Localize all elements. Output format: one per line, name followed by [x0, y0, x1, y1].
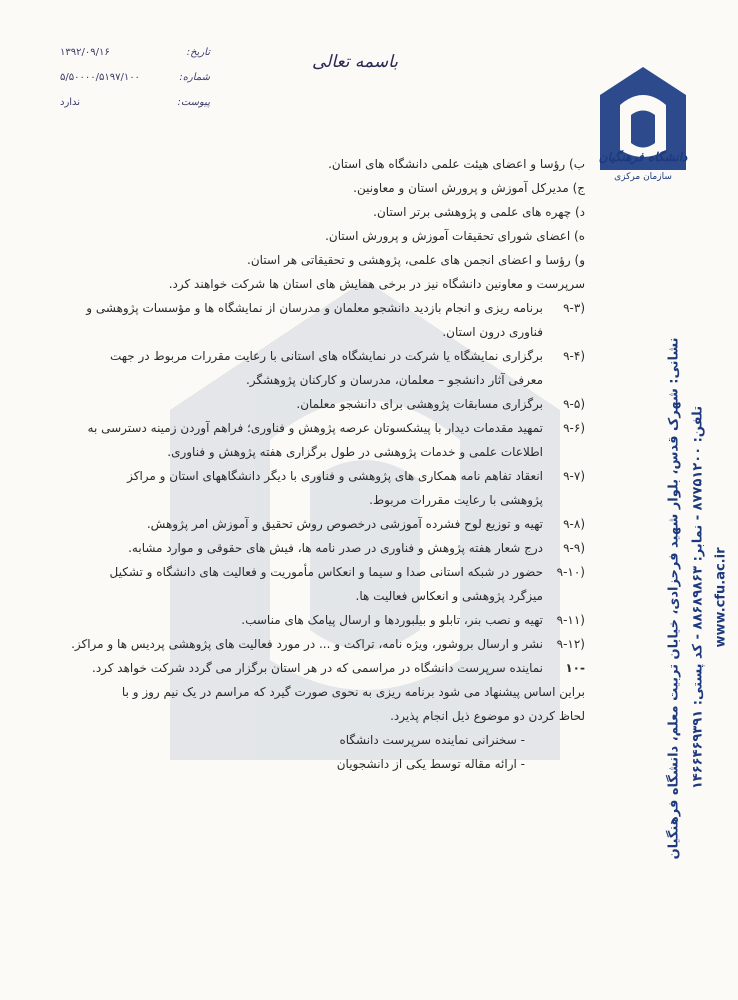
item-line: معرفی آثار دانشجو – معلمان، مدرسان و کارکنان پژوهشگر. — [245, 373, 543, 387]
body-line: سرپرست و معاونین دانشگاه نیز در برخی همایش های استان ها شرکت خواهند کرد. — [168, 277, 585, 291]
address-strip — [663, 338, 738, 858]
date-row — [60, 40, 210, 65]
list-item — [71, 632, 585, 656]
item-number: ۹-۱۱) — [556, 613, 585, 627]
date-value: ۱۳۹۲/۰۹/۱۶ — [60, 47, 110, 58]
number-row — [60, 65, 210, 90]
item-line: پژوهشی با رعایت مقررات مربوط. — [369, 493, 543, 507]
item-line: انعقاد تفاهم نامه همکاری های پژوهشی و فناوری با دیگر دانشگاههای استان و مراکز — [127, 469, 543, 483]
list-item — [88, 512, 585, 536]
item-line: درج شعار هفته پژوهش و فناوری در صدر نامه ها، فیش های حقوقی و موارد مشابه. — [128, 541, 543, 555]
list-item — [88, 296, 585, 344]
letter-body — [71, 152, 585, 776]
body-line: لحاظ کردن دو موضوع ذیل انجام پذیرد. — [390, 709, 585, 723]
list-item — [88, 344, 585, 392]
body-line: و) رؤسا و اعضای انجمن های علمی، پژوهشی و تحقیقاتی هر استان. — [247, 253, 585, 267]
list-item — [88, 392, 585, 416]
item-line: برنامه ریزی و انجام بازدید دانشجو معلمان و مدرسان از نمایشگاه ها و مؤسسات پژوهشی و — [86, 301, 543, 315]
item-number: ۹-۱۲) — [556, 637, 585, 651]
list-item — [88, 464, 585, 512]
body-line: براین اساس پیشنهاد می شود برنامه ریزی به نحوی صورت گیرد که مراسم در یک نیم روز و با — [121, 685, 585, 699]
item-line: حضور در شبکه استانی صدا و سیما و انعکاس مأموریت و فعالیت های دانشگاه و تشکیل — [109, 565, 543, 579]
attachment-label: پیوست: — [177, 97, 210, 108]
body-line: ب) رؤسا و اعضای هیئت علمی دانشگاه های استان. — [328, 157, 585, 171]
item-number: ۹-۸) — [563, 517, 585, 531]
item-line: میزگرد پژوهشی و انعکاس فعالیت ها. — [355, 589, 543, 603]
logo-subtitle: سازمان مرکزی — [614, 172, 672, 182]
item-line: اطلاعات علمی و خدمات پژوهشی در طول برگزاری هفته پژوهش و فناوری. — [167, 445, 543, 459]
item-line: فناوری درون استان. — [442, 325, 543, 339]
address-line: نشانی: شهرک قدس، بلوار شهید فرحزادی، خیابان تربیت معلم، دانشگاه فرهنگیان — [666, 337, 682, 860]
item-number: ۱۰- — [565, 661, 585, 675]
item-number: ۹-۵) — [563, 397, 585, 411]
body-line: د) چهره های علمی و پژوهشی برتر استان. — [373, 205, 585, 219]
item-number: ۹-۶) — [563, 421, 585, 435]
item-line: تهیه و توزیع لوح فشرده آموزشی درخصوص روش تحقیق و آموزش امر پژوهش. — [146, 517, 543, 531]
item-number: ۹-۳) — [563, 301, 585, 315]
item-line: برگزاری مسابقات پژوهشی برای دانشجو معلمان. — [296, 397, 543, 411]
website: www.cfu.ac.ir — [713, 547, 729, 648]
date-label: تاریخ: — [186, 47, 210, 58]
item-number: ۹-۱۰) — [556, 565, 585, 579]
list-item — [88, 416, 585, 464]
body-line: ه) اعضای شورای تحقیقات آموزش و پرورش استان. — [325, 229, 585, 243]
item-number: ۹-۹) — [563, 541, 585, 555]
number-label: شماره: — [179, 72, 210, 83]
list-item — [88, 560, 585, 608]
list-item-10 — [88, 656, 585, 680]
attachment-row — [60, 90, 210, 115]
body-line: ج) مدیرکل آموزش و پرورش استان و معاونین. — [353, 181, 585, 195]
item-line: برگزاری نمایشگاه یا شرکت در نمایشگاه های استانی با رعایت مقررات مربوط در جهت — [109, 349, 543, 363]
bullet-item: - ارائه مقاله توسط یکی از دانشجویان — [336, 757, 525, 771]
list-item — [88, 536, 585, 560]
item-number: ۹-۷) — [563, 469, 585, 483]
basmala: باسمه تعالی — [312, 52, 398, 72]
list-item — [88, 608, 585, 632]
attachment-value: ندارد — [60, 97, 81, 108]
phone-line: تلفن: ۸۷۷۵۱۲۰۰ - نمابر: ۸۸۶۸۹۸۶۳ - کد پستی: ۱۴۶۶۴۶۹۳۹۱ — [690, 405, 706, 790]
letter-info — [60, 40, 210, 115]
item-line: تهیه و نصب بنر، تابلو و بیلبوردها و ارسال پیامک های مناسب. — [241, 613, 543, 627]
item-line: تمهید مقدمات دیدار با پیشکسوتان عرصه پژوهش و فناوری؛ فراهم آوردن زمینه دسترسی به — [87, 421, 543, 435]
item-number: ۹-۴) — [563, 349, 585, 363]
item-line: نماینده سرپرست دانشگاه در مراسمی که در هر استان برگزار می گردد شرکت خواهد کرد. — [92, 661, 543, 675]
bullet-item: - سخنرانی نماینده سرپرست دانشگاه — [339, 733, 525, 747]
logo-name: دانشگاه فرهنگیان — [598, 150, 688, 164]
number-value: ۵/۵۰۰۰۰/۵۱۹۷/۱۰۰ — [60, 72, 140, 83]
item-line: نشر و ارسال بروشور، ویژه نامه، تراکت و ... در مورد فعالیت های پژوهشی پردیس ها و مراکز. — [71, 637, 543, 651]
